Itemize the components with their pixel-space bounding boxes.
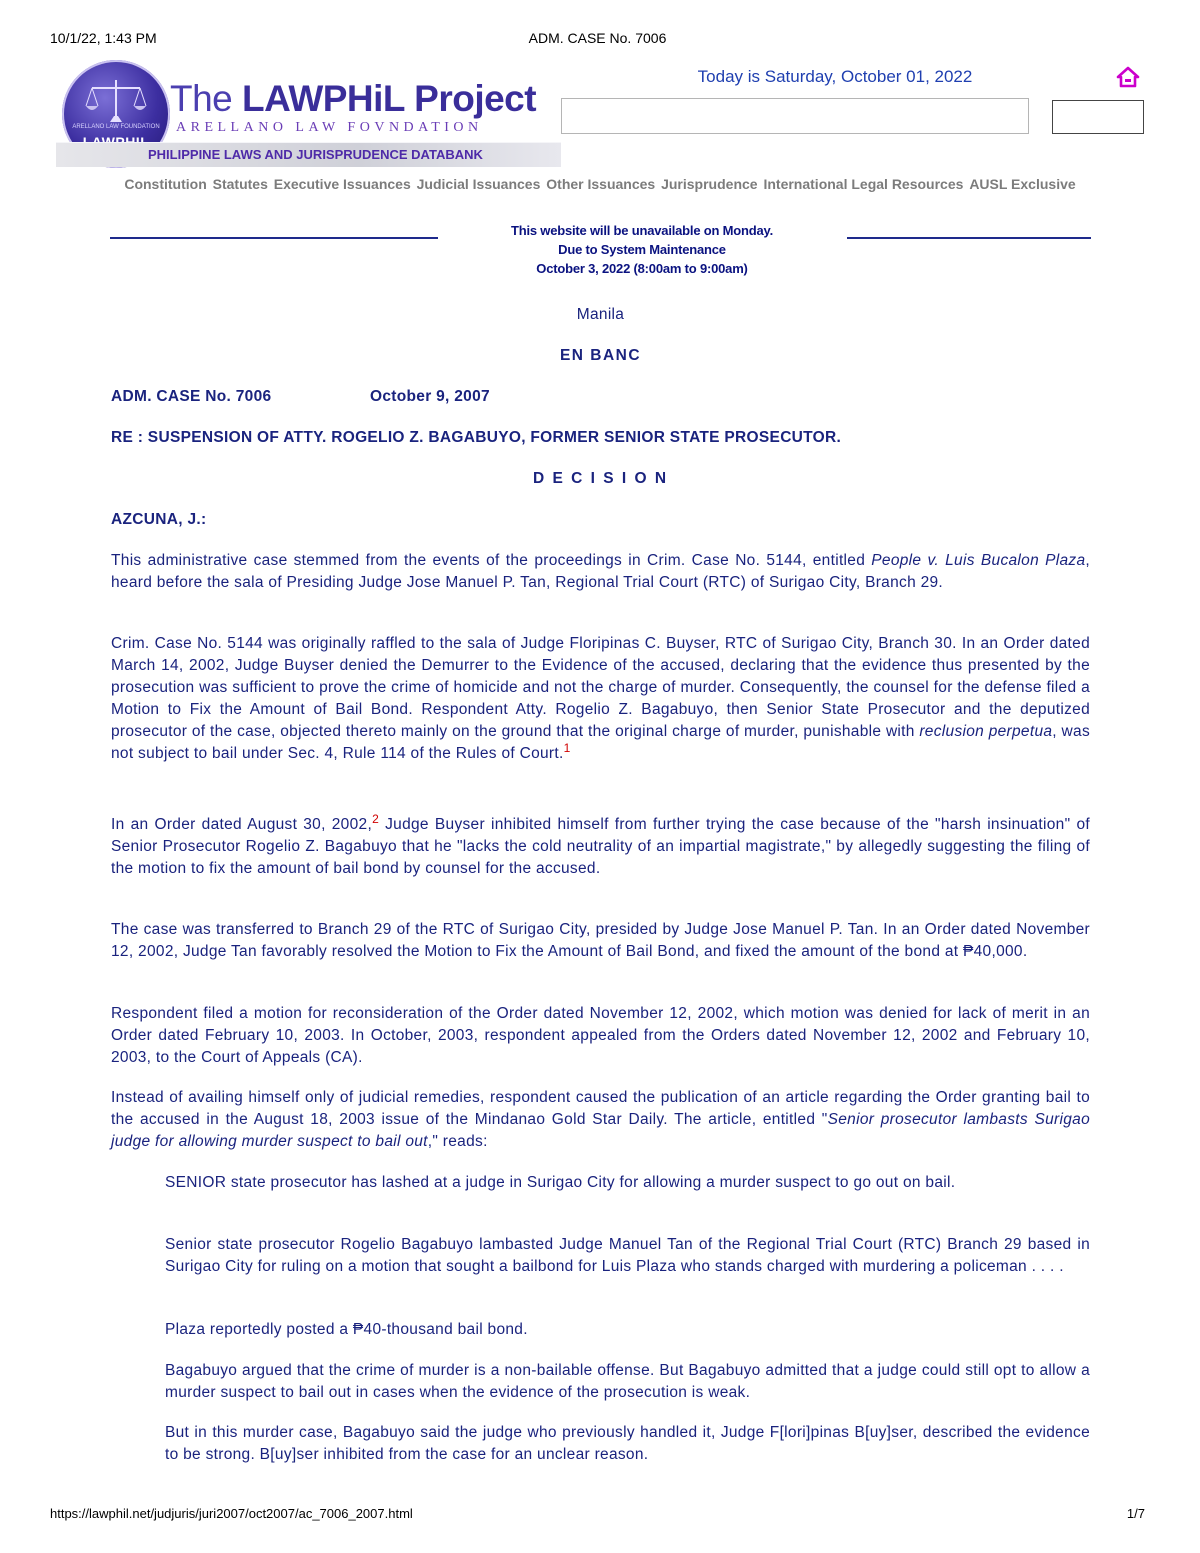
quote-paragraph-4: Bagabuyo argued that the crime of murder is a non-bailable offense. But Bagabuyo admitted that a judge could still opt to allow a murder suspect to bail out in cases when the evidence of the prosecution is weak.	[165, 1362, 1090, 1401]
print-footer	[50, 1506, 1145, 1521]
quote-paragraph-1: SENIOR state prosecutor has lashed at a judge in Surigao City for allowing a murder suspect to go out on bail.	[165, 1174, 956, 1191]
notice-line-1: This website will be unavailable on Monday.	[510, 223, 774, 238]
footnote-link-2[interactable]: 2	[372, 811, 380, 826]
paragraph-1-case-title: People v. Luis Bucalon Plaza	[871, 552, 1086, 569]
paragraph-2-text-b: , was not subject to bail under Sec. 4, Rule 114 of the Rules of Court.	[111, 723, 1090, 762]
paragraph-1-text-b: , heard before the sala of Presiding Judge Jose Manuel P. Tan, Regional Trial Court (RTC) of Surigao City, Branch 29.	[111, 552, 1091, 591]
quote-paragraph-5: But in this murder case, Bagabuyo said the judge who previously handled it, Judge F[lori]pinas B[uy]ser, described the evidence to be strong. B[uy]ser inhibited from the case for an unclear reason.	[165, 1424, 1090, 1463]
maintenance-notice	[440, 221, 844, 278]
paragraph-3-text-b: Judge Buyser inhibited himself from further trying the case because of the "harsh insinuation" of Senior Prosecutor Rogelio Z. Bagabuyo that he "lacks the cold neutrality of an impartial magistrate," by allegedly suggesting the filing of the motion to fix the amount of bail bond by counsel for the accused.	[111, 816, 1090, 877]
nav-international-legal-resources[interactable]: International Legal Resources	[763, 176, 964, 192]
databank-bar	[56, 142, 561, 167]
nav-statutes[interactable]: Statutes	[212, 176, 268, 192]
paragraph-6-text-b: ," reads:	[427, 1133, 488, 1150]
print-title: ADM. CASE No. 7006	[528, 30, 667, 46]
main-nav	[0, 176, 1200, 192]
nav-constitution[interactable]: Constitution	[124, 176, 207, 192]
paragraph-6	[111, 1087, 1090, 1153]
paragraph-2	[111, 633, 1090, 765]
site-subtitle: ARELLANO LAW FOVNDATION	[176, 120, 483, 135]
print-header	[50, 30, 1145, 50]
footnote-link-1[interactable]: 1	[563, 740, 571, 755]
doc-case-no: ADM. CASE No. 7006	[111, 388, 272, 405]
paragraph-2-text-a: Crim. Case No. 5144 was originally raffled to the sala of Judge Floripinas C. Buyser, RTC of Surigao City, Branch 30. In an Order dated March 14, 2002, Judge Buyser denied the Demurrer to the Evidence of the accused, declaring that the evidence thus presented by the prosecution was sufficient to prove the crime of homicide and not the charge of murder. Consequently, the counsel for the defense filed a Motion to Fix the Amount of Bail Bond. Respondent Atty. Rogelio Z. Bagabuyo, then Senior State Prosecutor and the deputized prosecutor of the case, objected thereto mainly on the ground that the original charge of murder, punishable with	[111, 635, 1090, 740]
quote-paragraph-2: Senior state prosecutor Rogelio Bagabuyo lambasted Judge Manuel Tan of the Regional Trial Court (RTC) Branch 29 based in Surigao City for ruling on a motion that sought a bailbond for Luis Plaza who stands charged with murdering a policeman . . . .	[165, 1236, 1090, 1275]
site-title-main: LAWPHiL Project	[242, 78, 537, 119]
paragraph-3	[111, 811, 1090, 880]
print-datetime: 10/1/22, 1:43 PM	[50, 30, 157, 46]
home-icon[interactable]	[1116, 66, 1140, 88]
site-title	[170, 78, 536, 120]
doc-case-date: October 9, 2007	[370, 388, 490, 405]
notice-divider-right	[847, 237, 1091, 239]
doc-re-title: RE : SUSPENSION OF ATTY. ROGELIO Z. BAGABUYO, FORMER SENIOR STATE PROSECUTOR.	[111, 429, 842, 446]
nav-other-issuances[interactable]: Other Issuances	[546, 176, 656, 192]
nav-executive-issuances[interactable]: Executive Issuances	[273, 176, 411, 192]
print-url: https://lawphil.net/judjuris/juri2007/oct2007/ac_7006_2007.html	[50, 1506, 413, 1521]
doc-division: EN BANC	[559, 347, 642, 364]
site-banner[interactable]	[56, 58, 561, 168]
paragraph-6-article-title: Senior prosecutor lambasts Surigao judge for allowing murder suspect to bail out	[111, 1111, 1090, 1150]
site-title-prefix: The	[170, 78, 243, 119]
search-input[interactable]	[561, 98, 1029, 134]
nav-jurisprudence[interactable]: Jurisprudence	[661, 176, 758, 192]
quote-paragraph-3: Plaza reportedly posted a ₱40-thousand bail bond.	[165, 1321, 528, 1338]
paragraph-5: Respondent filed a motion for reconsideration of the Order dated November 12, 2002, which motion was denied for lack of merit in an Order dated February 10, 2003. In October, 2003, respondent appealed from the Orders dated November 12, 2002 and February 10, 2003, to the Court of Appeals (CA).	[111, 1005, 1090, 1066]
doc-place: Manila	[576, 306, 625, 323]
logo-small-text: ARELLANO LAW FOUNDATION	[72, 124, 160, 130]
print-page-number: 1/7	[1126, 1506, 1145, 1521]
paragraph-6-text-a: Instead of availing himself only of judicial remedies, respondent caused the publication of an article regarding the Order granting bail to the accused in the August 18, 2003 issue of the Mindanao Gold Star Daily. The article, entitled "	[111, 1089, 1090, 1128]
notice-line-2: Due to System Maintenance	[558, 242, 726, 257]
doc-ponente: AZCUNA, J.:	[111, 511, 207, 528]
doc-case-line	[111, 386, 1090, 408]
scales-of-justice-icon	[82, 76, 150, 126]
notice-divider-left	[110, 237, 438, 239]
nav-judicial-issuances[interactable]: Judicial Issuances	[416, 176, 541, 192]
paragraph-4: The case was transferred to Branch 29 of the RTC of Surigao City, presided by Judge Jose Manuel P. Tan. In an Order dated November 12, 2002, Judge Tan favorably resolved the Motion to Fix the Amount of Bail Bond, and fixed the amount of the bond at ₱40,000.	[111, 921, 1090, 960]
paragraph-1	[111, 550, 1090, 594]
paragraph-2-italic: reclusion perpetua	[919, 723, 1053, 740]
paragraph-3-text-a: In an Order dated August 30, 2002,	[111, 816, 373, 833]
notice-line-3: October 3, 2022 (8:00am to 9:00am)	[536, 261, 748, 276]
paragraph-1-text-a: This administrative case stemmed from the events of the proceedings in Crim. Case No. 5144, entitled	[111, 552, 872, 569]
today-date: Today is Saturday, October 01, 2022	[697, 67, 973, 86]
databank-label: PHILIPPINE LAWS AND JURISPRUDENCE DATABANK	[148, 147, 483, 162]
doc-decision-heading: D E C I S I O N	[532, 470, 669, 487]
search-button[interactable]	[1052, 100, 1144, 134]
nav-ausl-exclusive[interactable]: AUSL Exclusive	[969, 176, 1076, 192]
